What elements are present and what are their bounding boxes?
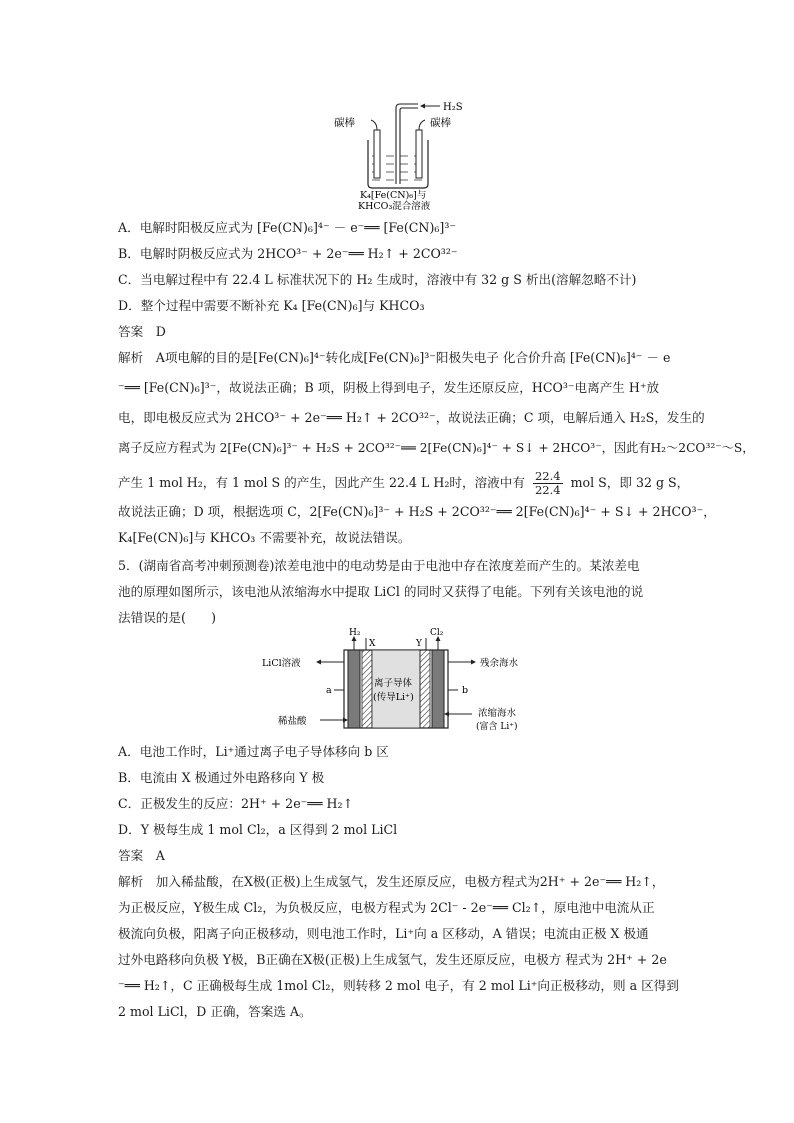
q5-option-a: A．电池工作时，Li⁺通过离子电子导体移向 b 区 [118,744,389,759]
q4-option-d: D．整个过程中需要不断补充 K₄ [Fe(CN)₆]与 KHCO₃ [118,298,425,313]
right-rod-label: 碳棒 [430,117,451,129]
q5-analysis-line-4: 过外电路移向负极 Y极，B正确在X极(正极)上生成氢气，发生还原反应，电极方 程式为 2H⁺ + 2e [118,952,667,967]
analysis-text: 加入稀盐酸，在X极(正极)上生成氢气，发生还原反应，电极方程式为2H⁺ + 2e⁻══ H₂↑， [155,874,665,889]
q5-stem-line-3: 法错误的是( ) [118,610,216,625]
a-label: a [326,685,332,696]
right-membrane [420,650,430,728]
x-label: X [369,639,376,649]
left-rod-label: 碳棒 [334,117,355,129]
seawater-label-1: 浓缩海水 [478,708,517,719]
seawater-label-2: (富含 Li⁺) [476,722,518,732]
analysis-label: 解析 [118,350,144,365]
licl-label: LiCl溶液 [262,658,301,669]
hcl-label: 稀盐酸 [278,716,307,727]
h2-label: H₂ [349,628,361,638]
left-membrane [362,650,372,728]
q4-analysis-line-5: 故说法正确；D 项，根据选项 C，2[Fe(CN)₆]³⁻ + H₂S + 2CO³²⁻══ 2[Fe(CN)₆]⁴⁻ + S↓ + 2HCO³⁻， [118,504,716,519]
left-electrode [348,650,360,728]
h2s-label: H₂S [443,102,463,113]
ion-conductor [372,650,420,728]
answer-value: A [155,848,165,863]
conductor-label-1: 离子导体 [374,678,413,689]
left-carbon-rod [374,130,380,178]
analysis-label: 解析 [118,874,144,889]
fraction-denominator: 22.4 [534,483,561,497]
q4-analysis-line-2: ⁻══ [Fe(CN)₆]³⁻，故说法正确；B 项，阴极上得到电子，发生还原反应，HCO³⁻电离产生 H⁺放 [118,380,660,395]
analysis-text: A项电解的目的是[Fe(CN)₆]⁴⁻转化成[Fe(CN)₆]³⁻阳极失电子 化合价升高 [Fe(CN)₆]⁴⁻ － e [155,350,671,365]
right-carbon-rod [416,130,422,178]
fraction [533,470,563,497]
q5-option-c: C．正极发生的反应：2H⁺ + 2e⁻══ H₂↑ [118,796,354,811]
answer-label: 答案 [118,324,144,339]
q5-analysis-line-6: 2 mol LiCl，D 正确，答案选 A。 [118,1004,312,1019]
y-label: Y [416,639,422,649]
q4-answer [118,322,166,342]
electrolysis-figure [330,94,480,212]
solution-label-1: K₄[Fe(CN)₆]与 [360,190,427,201]
q4-analysis-fraction-line [118,470,689,497]
q4-option-b: B．电解时阴极反应式为 2HCO³⁻ + 2e⁻══ H₂↑ + 2CO³²⁻ [118,246,458,261]
q4-analysis-line-1 [118,348,670,368]
fraction-numerator: 22.4 [534,469,561,483]
q5-stem-line-2: 池的原理如图所示，该电池从浓缩海水中提取 LiCl 的同时又获得了电能。下列有关该电池的说 [118,584,644,599]
solution-label-2: KHCO₃混合溶液 [358,201,431,212]
q5-analysis-line-3: 极流向负极，阳离子向正极移动，则电池工作时，Li⁺向 a 区移动，A 错误；电流由正极 X 极通 [118,926,649,941]
residual-seawater-label: 残余海水 [480,658,519,669]
answer-value: D [155,324,166,339]
q5-analysis-line-2: 为正极反应，Y极生成 Cl₂，为负极反应，电极方程式为 2Cl⁻ - 2e⁻══ Cl₂↑，原电池中电流从正 [118,900,655,915]
concentration-cell-figure [256,628,536,740]
answer-label: 答案 [118,848,144,863]
right-electrode [432,650,444,728]
conductor-label-2: (传导Li⁺) [373,692,414,703]
q4-analysis-line-6: K₄[Fe(CN)₆]与 KHCO₃ 不需要补充，故说法错误。 [118,530,411,545]
fraction-pre: 产生 1 mol H₂，有 1 mol S 的产生，因此产生 22.4 L H₂时，溶液中有 [118,475,525,490]
fraction-post: mol S，即 32 g S， [570,475,690,490]
q4-analysis-line-3: 电，即电极反应式为 2HCO³⁻ + 2e⁻══ H₂↑ + 2CO³²⁻，故说法正确；C 项，电解后通入 H₂S，发生的 [118,410,705,425]
q5-option-b: B．电流由 X 极通过外电路移向 Y 极 [118,770,325,785]
q4-option-a: A．电解时阳极反应式为 [Fe(CN)₆]⁴⁻ － e⁻══ [Fe(CN)₆]³⁻ [118,220,457,235]
q5-analysis-line-1 [118,872,664,892]
q5-answer [118,846,165,866]
q5-analysis-line-5: ⁻══ H₂↑，C 正确极每生成 1mol Cl₂，则转移 2 mol 电子，有 2 mol Li⁺向正极移动，则 a 区得到 [118,978,679,993]
q5-stem-line-1: 5．(湖南省高考冲刺预测卷)浓差电池中的电动势是由于电池中存在浓度差而产生的。某浓差电 [118,558,640,573]
b-label: b [462,685,469,696]
q4-analysis-line-4: 离子反应方程式为 2[Fe(CN)₆]³⁻ + H₂S + 2CO³²⁻══ 2[Fe(CN)₆]⁴⁻ + S↓ + 2HCO³⁻，因此有H₂～2CO³²⁻～S， [118,441,755,455]
q5-option-d: D．Y 极每生成 1 mol Cl₂，a 区得到 2 mol LiCl [118,822,398,837]
q4-option-c: C．当电解过程中有 22.4 L 标准状况下的 H₂ 生成时，溶液中有 32 g S 析出(溶解忽略不计) [118,272,637,287]
cl2-label: Cl₂ [430,628,444,638]
